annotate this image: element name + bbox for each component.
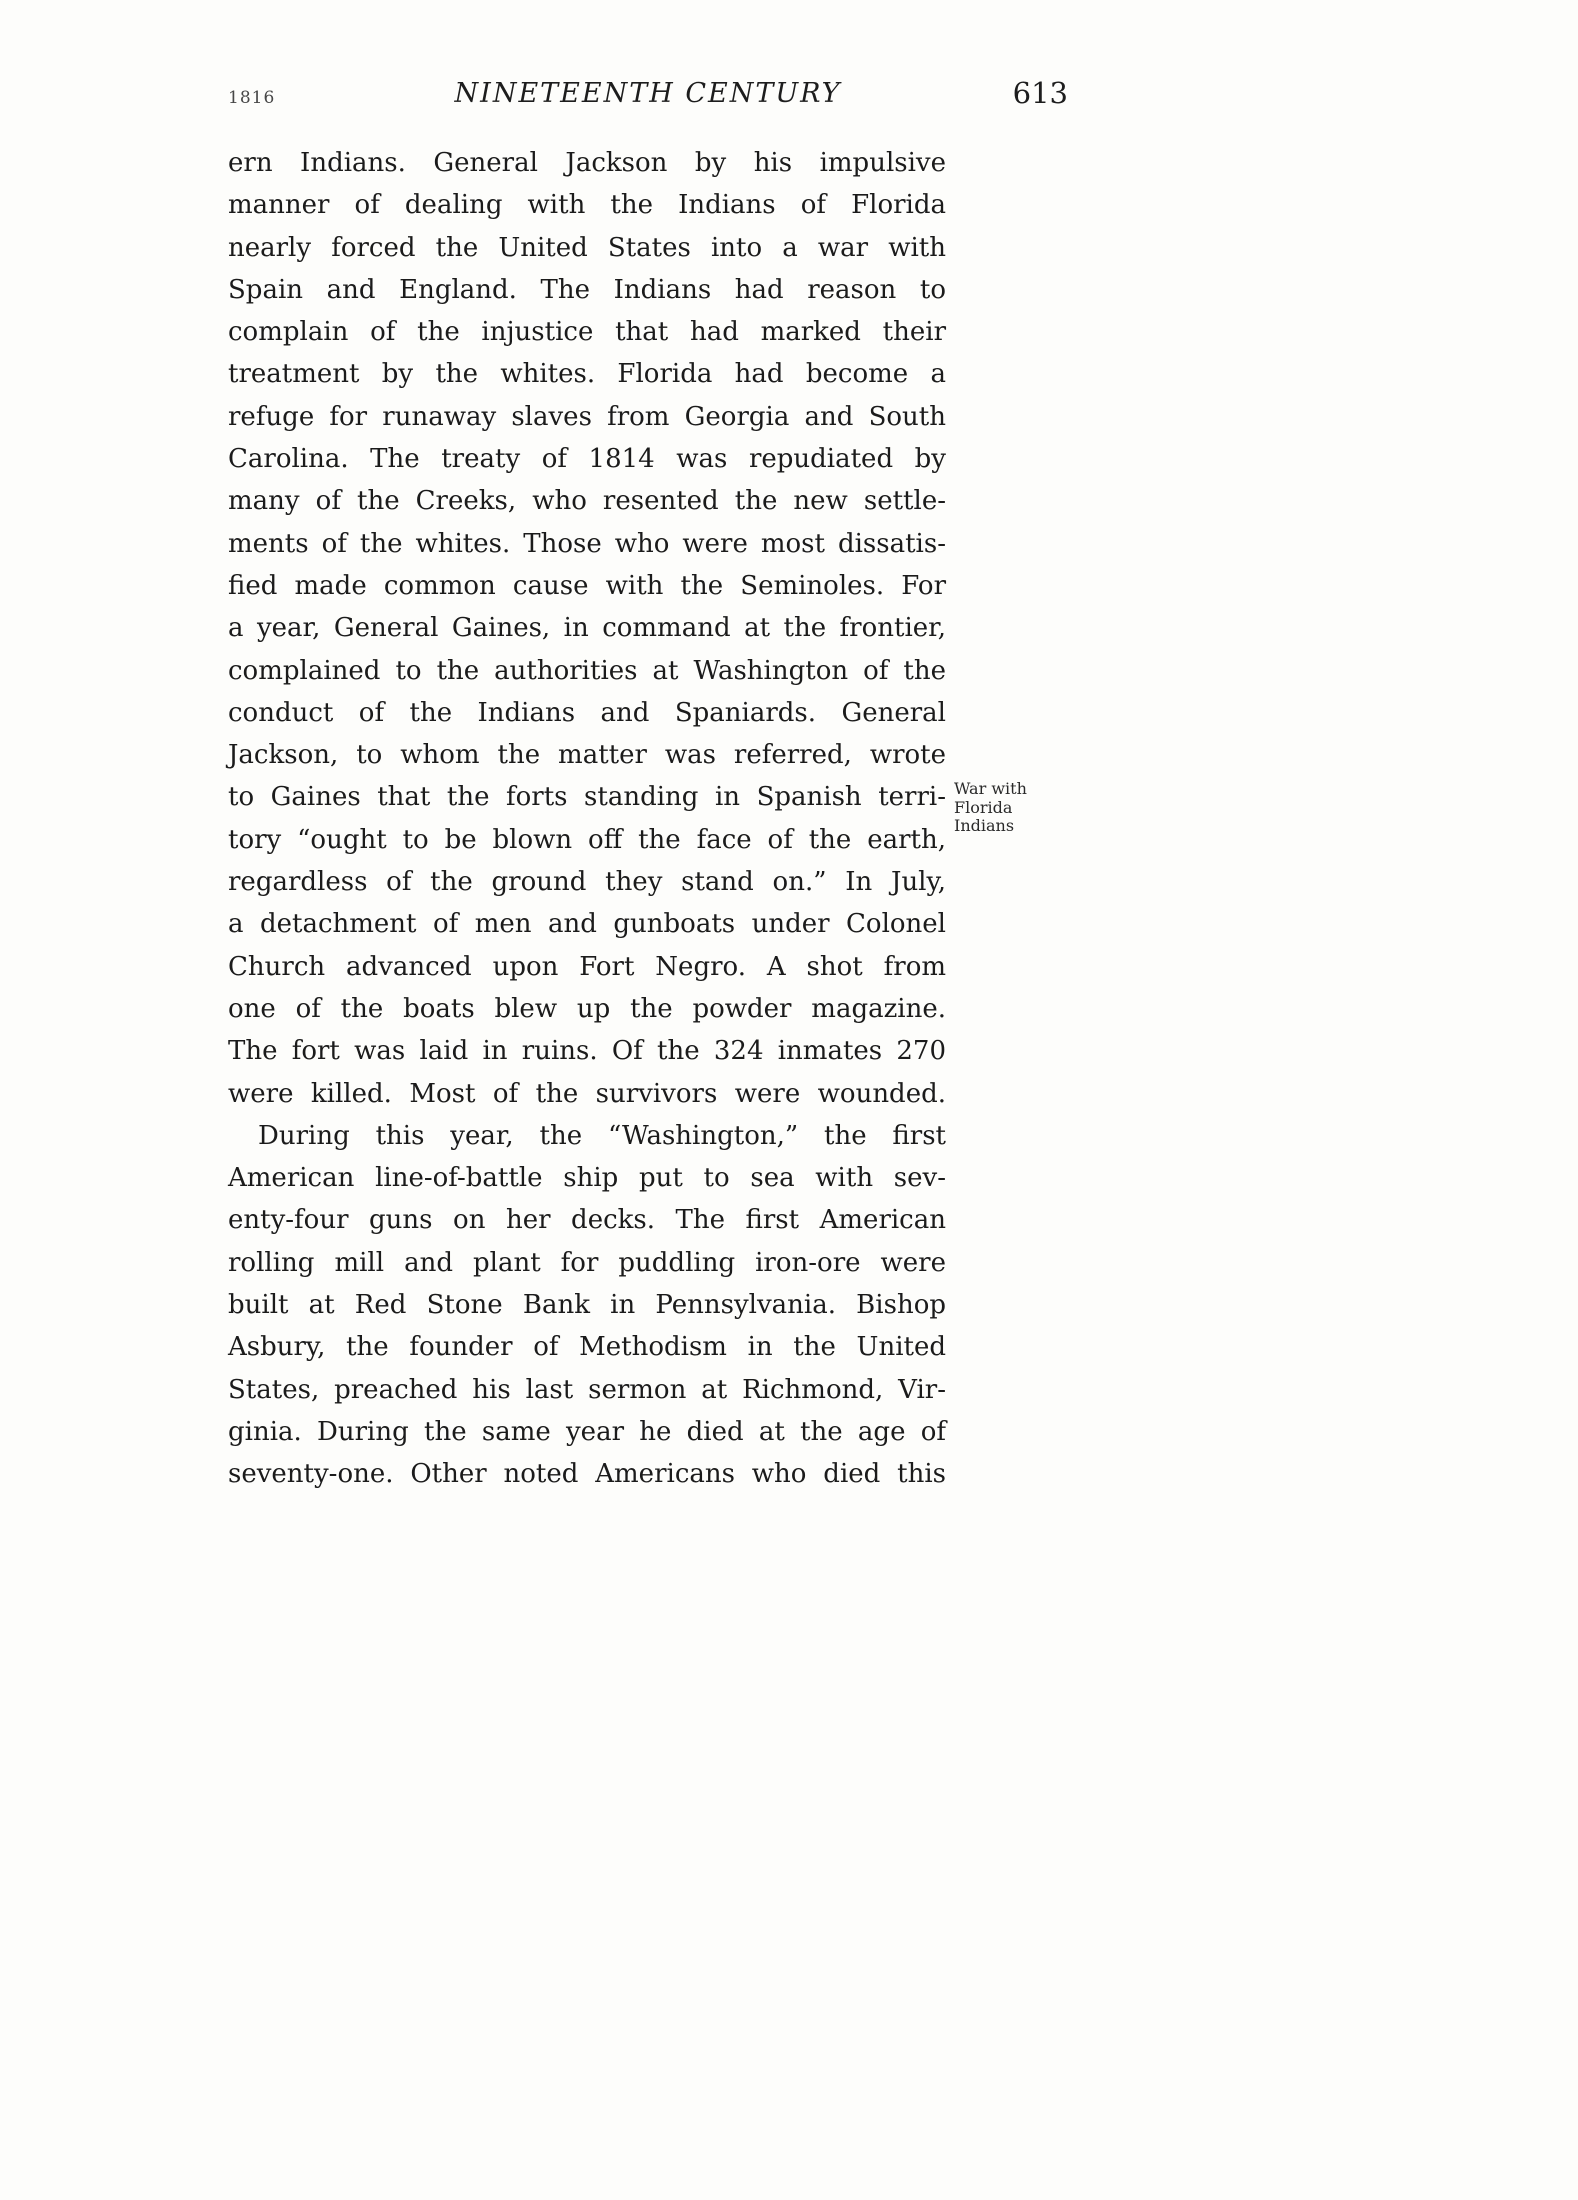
running-header-title: NINETEENTH CENTURY (454, 78, 842, 109)
body-text (228, 142, 946, 1496)
text-line: ginia. During the same year he died at the age of (228, 1416, 946, 1447)
text-line: one of the boats blew up the powder magazine. (228, 993, 946, 1024)
page-number: 613 (1012, 76, 1068, 110)
text-line: Spain and England. The Indians had reason to (228, 274, 946, 305)
text-line: treatment by the whites. Florida had become a (228, 359, 946, 390)
text-line: manner of dealing with the Indians of Florida (228, 190, 946, 221)
text-line: a year, General Gaines, in command at the frontier, (228, 613, 946, 644)
page-header (228, 78, 1068, 122)
text-line: complained to the authorities at Washington of the (228, 655, 946, 686)
text-line: Jackson, to whom the matter was referred, wrote (228, 740, 946, 771)
text-line: American line-of-battle ship put to sea with sev- (228, 1163, 946, 1194)
text-line: nearly forced the United States into a war with (228, 232, 946, 263)
text-line: complain of the injustice that had marked their (228, 317, 946, 348)
text-line: refuge for runaway slaves from Georgia and South (228, 401, 946, 432)
text-line: rolling mill and plant for puddling iron-ore were (228, 1247, 946, 1278)
text-line: enty-four guns on her decks. The first American (228, 1205, 946, 1236)
text-line: conduct of the Indians and Spaniards. General (228, 697, 946, 728)
text-line: a detachment of men and gunboats under Colonel (228, 909, 946, 940)
text-line: to Gaines that the forts standing in Spanish terri- (228, 782, 946, 813)
margin-year: 1816 (228, 88, 276, 108)
text-line: ments of the whites. Those who were most dissatis- (228, 528, 946, 559)
margin-note-line: Indians (954, 816, 1015, 835)
text-line: ern Indians. General Jackson by his impulsive (228, 148, 946, 178)
text-line: tory “ought to be blown off the face of the earth, (228, 824, 946, 855)
text-line: were killed. Most of the survivors were wounded. (228, 1078, 946, 1109)
margin-note-line: Florida (954, 797, 1013, 817)
text-line: Carolina. The treaty of 1814 was repudiated by (228, 444, 946, 475)
margin-note-line: War with (954, 779, 1027, 798)
margin-note (954, 780, 1084, 836)
text-line: built at Red Stone Bank in Pennsylvania. Bishop (228, 1290, 946, 1321)
text-line: fied made common cause with the Seminoles. For (228, 570, 946, 601)
text-line: States, preached his last sermon at Richmond, Vir- (228, 1374, 946, 1405)
text-line: seventy-one. Other noted Americans who died this (228, 1459, 946, 1490)
text-line: Church advanced upon Fort Negro. A shot from (228, 951, 946, 982)
text-line: The fort was laid in ruins. Of the 324 inmates 270 (228, 1036, 946, 1067)
text-line: During this year, the “Washington,” the first (258, 1120, 946, 1151)
text-line: Asbury, the founder of Methodism in the United (228, 1332, 946, 1363)
text-line: regardless of the ground they stand on.” In July, (228, 867, 946, 898)
text-line: many of the Creeks, who resented the new settle- (228, 486, 946, 517)
